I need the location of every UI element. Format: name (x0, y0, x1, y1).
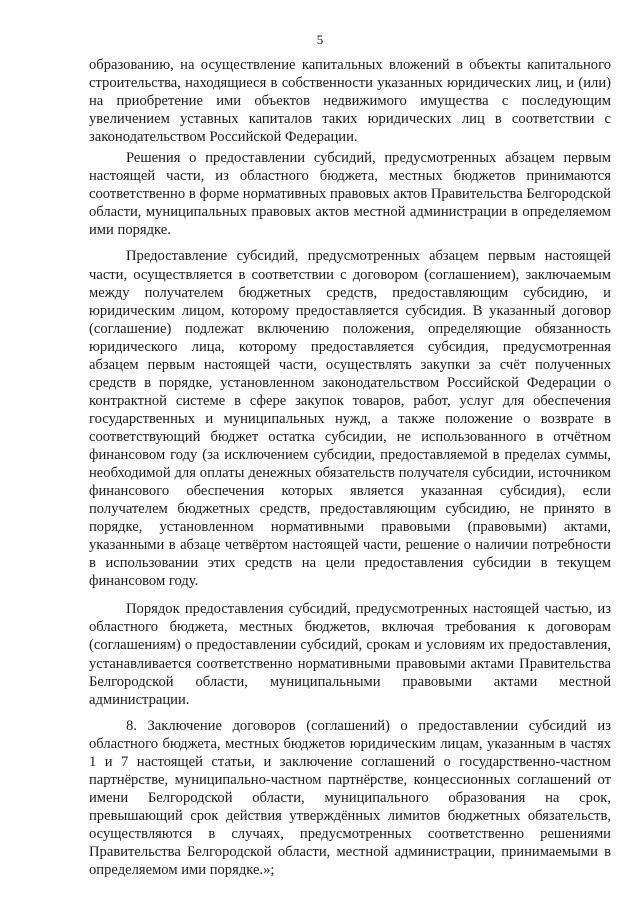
page-number: 5 (316, 32, 324, 47)
paragraph-continuation: образованию, на осуществление капитальных вложений в объекты капитального строительства, находящиеся в собственности указанных юридических лиц, и (или) на приобретение ими объектов недвижимого имущества с последующим увеличением уставных капиталов таких юридических лиц в соответствии с законодательством Российской Федерации. (89, 57, 611, 146)
paragraph-clause-8: 8. Заключение договоров (соглашений) о предоставлении субсидий из областного бюджета, местных бюджетов юридическим лицам, указанным в частях 1 и 7 настоящей статьи, и заключение соглашений о государственно-частном партнёрстве, муниципально-частном партнёрстве, концессионных соглашений от имени Белгородской области, муниципального образования на срок, превышающий срок действия утверждённых лимитов бюджетных обязательств, осуществляются в случаях, предусмотренных соответственно решениями Правительства Белгородской области, местной администрации, принимаемыми в определяемом ими порядке.»; (89, 717, 611, 879)
document-body (89, 56, 611, 879)
paragraph-subsidy-decisions: Решения о предоставлении субсидий, предусмотренных абзацем первым настоящей части, из областного бюджета, местных бюджетов принимаются соответственно в форме нормативных правовых актов Правительства Белгородской области, муниципальных правовых актов местной администрации в определяемом ими порядке. (89, 150, 611, 239)
paragraph-subsidy-procedure: Порядок предоставления субсидий, предусмотренных настоящей частью, из областного бюджета, местных бюджетов, включая требования к договорам (соглашениям) о предоставлении субсидий, срокам и условиям их предоставления, устанавливается соответственно нормативными правовыми актами Правительства Белгородской области, муниципальными правовыми актами местной администрации. (89, 601, 611, 708)
paragraph-subsidy-agreement: Предоставление субсидий, предусмотренных абзацем первым настоящей части, осуществляется в соответствии с договором (соглашением), заключаемым между получателем бюджетных средств, предоставляющим субсидию, и юридическим лицом, которому предоставляется субсидия. В указанный договор (соглашение) подлежат включению положения, определяющие обязанность юридического лица, которому предоставляется субсидия, предусмотренная абзацем первым настоящей части, осуществлять закупки за счёт полученных средств в порядке, установленном законодательством Российской Федерации о контрактной системе в сфере закупок товаров, работ, услуг для обеспечения государственных и муниципальных нужд, а также положение о возврате в соответствующий бюджет остатка субсидии, не использованного в отчётном финансовом году (за исключением субсидии, предоставляемой в пределах суммы, необходимой для оплаты денежных обязательств получателя субсидии, источником финансового обеспечения которых является указанная субсидия), если получателем бюджетных средств, предоставляющим субсидию, не принято в порядке, установленном нормативными правовыми (правовыми) актами, указанными в абзаце четвёртом настоящей части, решение о наличии потребности в использовании этих средств на цели предоставления субсидии в текущем финансовом году. (89, 248, 611, 590)
